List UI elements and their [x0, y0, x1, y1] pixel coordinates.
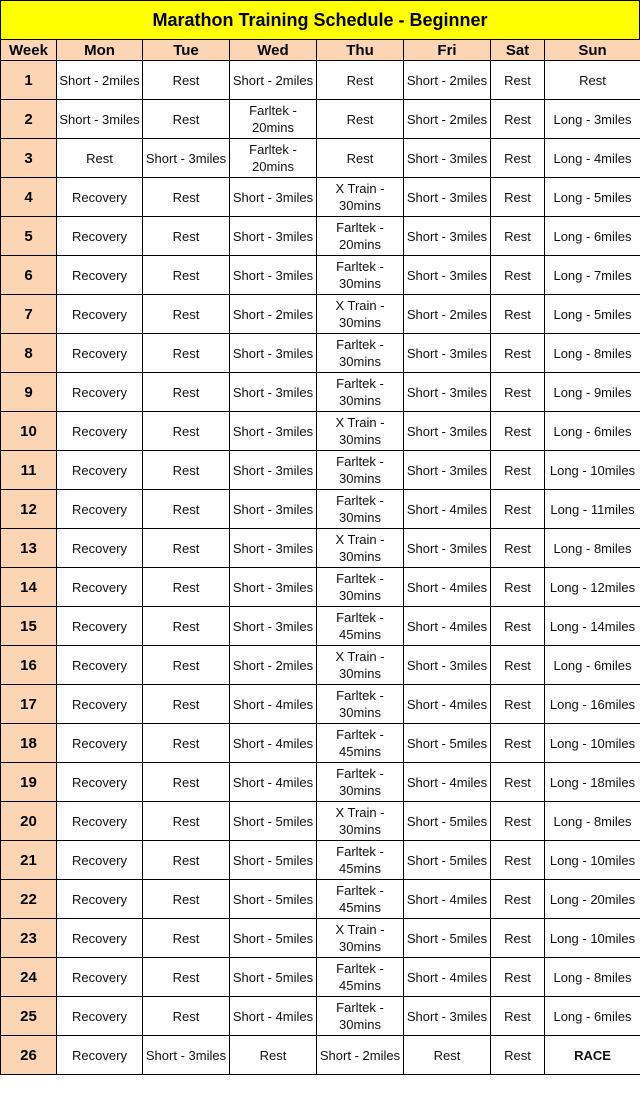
cell-thu: Farltek - 30mins [317, 373, 404, 412]
cell-sat: Rest [491, 373, 545, 412]
cell-sun: Long - 14miles [545, 607, 640, 646]
cell-thu: Farltek - 30mins [317, 568, 404, 607]
cell-tue: Rest [143, 802, 230, 841]
week-number: 6 [1, 256, 57, 295]
cell-wed: Short - 3miles [230, 256, 317, 295]
cell-tue: Short - 3miles [143, 1036, 230, 1075]
table-row [1, 178, 640, 217]
cell-fri: Short - 5miles [404, 802, 491, 841]
column-header-fri: Fri [404, 40, 491, 61]
cell-mon: Recovery [57, 178, 143, 217]
cell-sun: Long - 6miles [545, 412, 640, 451]
table-row [1, 295, 640, 334]
cell-sat: Rest [491, 412, 545, 451]
cell-mon: Recovery [57, 568, 143, 607]
cell-sat: Rest [491, 685, 545, 724]
cell-sun: Long - 10miles [545, 724, 640, 763]
cell-tue: Rest [143, 256, 230, 295]
cell-thu: Farltek - 45mins [317, 841, 404, 880]
cell-sat: Rest [491, 61, 545, 100]
cell-mon: Rest [57, 139, 143, 178]
cell-fri: Short - 5miles [404, 724, 491, 763]
cell-fri: Short - 3miles [404, 178, 491, 217]
cell-fri: Short - 3miles [404, 997, 491, 1036]
table-row [1, 61, 640, 100]
column-header-mon: Mon [57, 40, 143, 61]
cell-fri: Short - 3miles [404, 256, 491, 295]
cell-thu: Rest [317, 139, 404, 178]
cell-mon: Short - 3miles [57, 100, 143, 139]
cell-sat: Rest [491, 607, 545, 646]
cell-fri: Short - 3miles [404, 451, 491, 490]
cell-thu: X Train - 30mins [317, 919, 404, 958]
cell-fri: Short - 4miles [404, 880, 491, 919]
cell-sun: Long - 12miles [545, 568, 640, 607]
week-number: 8 [1, 334, 57, 373]
cell-wed: Short - 3miles [230, 373, 317, 412]
cell-wed: Short - 3miles [230, 490, 317, 529]
cell-thu: Farltek - 30mins [317, 763, 404, 802]
week-number: 20 [1, 802, 57, 841]
cell-thu: Rest [317, 100, 404, 139]
table-row [1, 919, 640, 958]
cell-mon: Recovery [57, 880, 143, 919]
cell-sun: Long - 4miles [545, 139, 640, 178]
cell-sat: Rest [491, 802, 545, 841]
week-number: 16 [1, 646, 57, 685]
cell-thu: Farltek - 30mins [317, 490, 404, 529]
table-row [1, 100, 640, 139]
cell-sun: Long - 6miles [545, 646, 640, 685]
week-number: 23 [1, 919, 57, 958]
week-number: 18 [1, 724, 57, 763]
cell-fri: Short - 2miles [404, 100, 491, 139]
cell-mon: Recovery [57, 841, 143, 880]
table-body [1, 61, 640, 1075]
cell-wed: Farltek - 20mins [230, 100, 317, 139]
cell-tue: Rest [143, 685, 230, 724]
cell-sat: Rest [491, 451, 545, 490]
cell-tue: Rest [143, 646, 230, 685]
cell-tue: Rest [143, 334, 230, 373]
cell-fri: Short - 3miles [404, 217, 491, 256]
cell-thu: X Train - 30mins [317, 295, 404, 334]
cell-sat: Rest [491, 1036, 545, 1075]
cell-sun: Long - 7miles [545, 256, 640, 295]
cell-thu: X Train - 30mins [317, 412, 404, 451]
cell-mon: Recovery [57, 334, 143, 373]
cell-tue: Rest [143, 919, 230, 958]
cell-wed: Short - 4miles [230, 724, 317, 763]
cell-tue: Short - 3miles [143, 139, 230, 178]
cell-tue: Rest [143, 880, 230, 919]
table-row [1, 607, 640, 646]
week-number: 2 [1, 100, 57, 139]
cell-sun: Long - 3miles [545, 100, 640, 139]
cell-wed: Short - 5miles [230, 802, 317, 841]
table-row [1, 334, 640, 373]
cell-sat: Rest [491, 334, 545, 373]
cell-fri: Short - 4miles [404, 490, 491, 529]
cell-thu: X Train - 30mins [317, 178, 404, 217]
cell-tue: Rest [143, 100, 230, 139]
column-header-tue: Tue [143, 40, 230, 61]
cell-sat: Rest [491, 490, 545, 529]
cell-wed: Rest [230, 1036, 317, 1075]
cell-tue: Rest [143, 607, 230, 646]
cell-sun: Long - 18miles [545, 763, 640, 802]
week-number: 19 [1, 763, 57, 802]
cell-sat: Rest [491, 919, 545, 958]
cell-tue: Rest [143, 412, 230, 451]
cell-thu: Farltek - 30mins [317, 451, 404, 490]
cell-sat: Rest [491, 646, 545, 685]
cell-mon: Recovery [57, 763, 143, 802]
column-header-sun: Sun [545, 40, 640, 61]
cell-sun: Long - 20miles [545, 880, 640, 919]
cell-sun: Long - 8miles [545, 334, 640, 373]
cell-thu: Farltek - 45mins [317, 607, 404, 646]
week-number: 4 [1, 178, 57, 217]
cell-fri: Short - 5miles [404, 841, 491, 880]
cell-tue: Rest [143, 451, 230, 490]
cell-sun: Long - 10miles [545, 451, 640, 490]
cell-thu: Farltek - 45mins [317, 958, 404, 997]
cell-wed: Short - 3miles [230, 334, 317, 373]
cell-tue: Rest [143, 529, 230, 568]
cell-sun: Long - 10miles [545, 841, 640, 880]
cell-sun: Long - 9miles [545, 373, 640, 412]
cell-sun: Rest [545, 61, 640, 100]
cell-wed: Short - 3miles [230, 178, 317, 217]
cell-thu: X Train - 30mins [317, 802, 404, 841]
cell-fri: Short - 5miles [404, 919, 491, 958]
cell-wed: Short - 5miles [230, 919, 317, 958]
cell-mon: Recovery [57, 217, 143, 256]
cell-sat: Rest [491, 139, 545, 178]
table-row [1, 1036, 640, 1075]
cell-wed: Short - 3miles [230, 451, 317, 490]
cell-fri: Short - 4miles [404, 958, 491, 997]
cell-sat: Rest [491, 100, 545, 139]
cell-wed: Short - 4miles [230, 685, 317, 724]
schedule-table [0, 39, 640, 1075]
cell-tue: Rest [143, 295, 230, 334]
cell-mon: Recovery [57, 724, 143, 763]
cell-thu: Farltek - 30mins [317, 334, 404, 373]
cell-mon: Recovery [57, 802, 143, 841]
cell-mon: Recovery [57, 451, 143, 490]
table-row [1, 373, 640, 412]
cell-mon: Recovery [57, 607, 143, 646]
cell-sat: Rest [491, 724, 545, 763]
week-number: 21 [1, 841, 57, 880]
week-number: 22 [1, 880, 57, 919]
table-row [1, 412, 640, 451]
cell-sat: Rest [491, 178, 545, 217]
cell-wed: Short - 2miles [230, 295, 317, 334]
cell-mon: Recovery [57, 1036, 143, 1075]
cell-thu: Farltek - 30mins [317, 256, 404, 295]
cell-sat: Rest [491, 529, 545, 568]
week-number: 25 [1, 997, 57, 1036]
cell-mon: Recovery [57, 295, 143, 334]
table-row [1, 763, 640, 802]
cell-fri: Short - 3miles [404, 139, 491, 178]
cell-thu: Farltek - 30mins [317, 997, 404, 1036]
table-row [1, 568, 640, 607]
cell-sat: Rest [491, 256, 545, 295]
week-number: 13 [1, 529, 57, 568]
cell-mon: Recovery [57, 256, 143, 295]
cell-sat: Rest [491, 841, 545, 880]
cell-tue: Rest [143, 568, 230, 607]
week-number: 15 [1, 607, 57, 646]
table-row [1, 997, 640, 1036]
cell-mon: Recovery [57, 373, 143, 412]
table-row [1, 724, 640, 763]
table-row [1, 529, 640, 568]
table-row [1, 217, 640, 256]
column-header-week: Week [1, 40, 57, 61]
cell-wed: Short - 3miles [230, 607, 317, 646]
cell-mon: Recovery [57, 919, 143, 958]
cell-sat: Rest [491, 568, 545, 607]
column-header-wed: Wed [230, 40, 317, 61]
cell-mon: Recovery [57, 490, 143, 529]
week-number: 1 [1, 61, 57, 100]
column-header-sat: Sat [491, 40, 545, 61]
cell-thu: X Train - 30mins [317, 646, 404, 685]
cell-fri: Short - 3miles [404, 412, 491, 451]
cell-sun: Long - 6miles [545, 217, 640, 256]
cell-thu: Farltek - 45mins [317, 880, 404, 919]
week-number: 10 [1, 412, 57, 451]
cell-thu: Short - 2miles [317, 1036, 404, 1075]
table-header [1, 40, 640, 61]
cell-sat: Rest [491, 997, 545, 1036]
cell-sun: Long - 10miles [545, 919, 640, 958]
cell-sun: Long - 5miles [545, 295, 640, 334]
cell-fri: Short - 4miles [404, 685, 491, 724]
cell-tue: Rest [143, 841, 230, 880]
table-row [1, 802, 640, 841]
cell-wed: Short - 3miles [230, 412, 317, 451]
week-number: 7 [1, 295, 57, 334]
cell-fri: Rest [404, 1036, 491, 1075]
cell-wed: Short - 5miles [230, 958, 317, 997]
cell-wed: Short - 3miles [230, 568, 317, 607]
cell-wed: Short - 2miles [230, 646, 317, 685]
cell-fri: Short - 2miles [404, 295, 491, 334]
table-row [1, 490, 640, 529]
cell-mon: Recovery [57, 958, 143, 997]
cell-tue: Rest [143, 724, 230, 763]
cell-sun: Long - 5miles [545, 178, 640, 217]
table-row [1, 841, 640, 880]
cell-fri: Short - 3miles [404, 373, 491, 412]
cell-wed: Short - 2miles [230, 61, 317, 100]
cell-tue: Rest [143, 997, 230, 1036]
cell-wed: Short - 4miles [230, 763, 317, 802]
cell-mon: Recovery [57, 529, 143, 568]
cell-mon: Recovery [57, 685, 143, 724]
cell-sun: Long - 8miles [545, 529, 640, 568]
table-row [1, 958, 640, 997]
cell-mon: Recovery [57, 412, 143, 451]
week-number: 17 [1, 685, 57, 724]
cell-wed: Short - 5miles [230, 841, 317, 880]
table-row [1, 256, 640, 295]
cell-tue: Rest [143, 373, 230, 412]
cell-fri: Short - 2miles [404, 61, 491, 100]
table-row [1, 139, 640, 178]
cell-tue: Rest [143, 178, 230, 217]
table-row [1, 880, 640, 919]
cell-sun: Long - 11miles [545, 490, 640, 529]
header-row [1, 40, 640, 61]
cell-thu: Rest [317, 61, 404, 100]
cell-fri: Short - 3miles [404, 646, 491, 685]
cell-thu: X Train - 30mins [317, 529, 404, 568]
cell-tue: Rest [143, 217, 230, 256]
cell-thu: Farltek - 30mins [317, 685, 404, 724]
cell-tue: Rest [143, 490, 230, 529]
page-title: Marathon Training Schedule - Beginner [0, 0, 640, 40]
cell-sat: Rest [491, 880, 545, 919]
race-day-cell: RACE [545, 1036, 640, 1075]
cell-fri: Short - 3miles [404, 334, 491, 373]
cell-wed: Short - 3miles [230, 529, 317, 568]
cell-wed: Farltek - 20mins [230, 139, 317, 178]
cell-sun: Long - 6miles [545, 997, 640, 1036]
cell-fri: Short - 3miles [404, 529, 491, 568]
week-number: 11 [1, 451, 57, 490]
week-number: 5 [1, 217, 57, 256]
cell-tue: Rest [143, 958, 230, 997]
cell-fri: Short - 4miles [404, 607, 491, 646]
week-number: 9 [1, 373, 57, 412]
table-row [1, 685, 640, 724]
cell-mon: Recovery [57, 997, 143, 1036]
table-row [1, 451, 640, 490]
cell-sat: Rest [491, 295, 545, 334]
cell-wed: Short - 5miles [230, 880, 317, 919]
cell-sun: Long - 16miles [545, 685, 640, 724]
column-header-thu: Thu [317, 40, 404, 61]
cell-sat: Rest [491, 763, 545, 802]
cell-thu: Farltek - 45mins [317, 724, 404, 763]
cell-fri: Short - 4miles [404, 763, 491, 802]
cell-wed: Short - 3miles [230, 217, 317, 256]
cell-sun: Long - 8miles [545, 802, 640, 841]
week-number: 12 [1, 490, 57, 529]
cell-sat: Rest [491, 217, 545, 256]
cell-tue: Rest [143, 61, 230, 100]
cell-mon: Short - 2miles [57, 61, 143, 100]
cell-fri: Short - 4miles [404, 568, 491, 607]
cell-tue: Rest [143, 763, 230, 802]
cell-mon: Recovery [57, 646, 143, 685]
cell-sun: Long - 8miles [545, 958, 640, 997]
week-number: 14 [1, 568, 57, 607]
cell-wed: Short - 4miles [230, 997, 317, 1036]
cell-sat: Rest [491, 958, 545, 997]
week-number: 24 [1, 958, 57, 997]
table-row [1, 646, 640, 685]
week-number: 26 [1, 1036, 57, 1075]
cell-thu: Farltek - 20mins [317, 217, 404, 256]
week-number: 3 [1, 139, 57, 178]
